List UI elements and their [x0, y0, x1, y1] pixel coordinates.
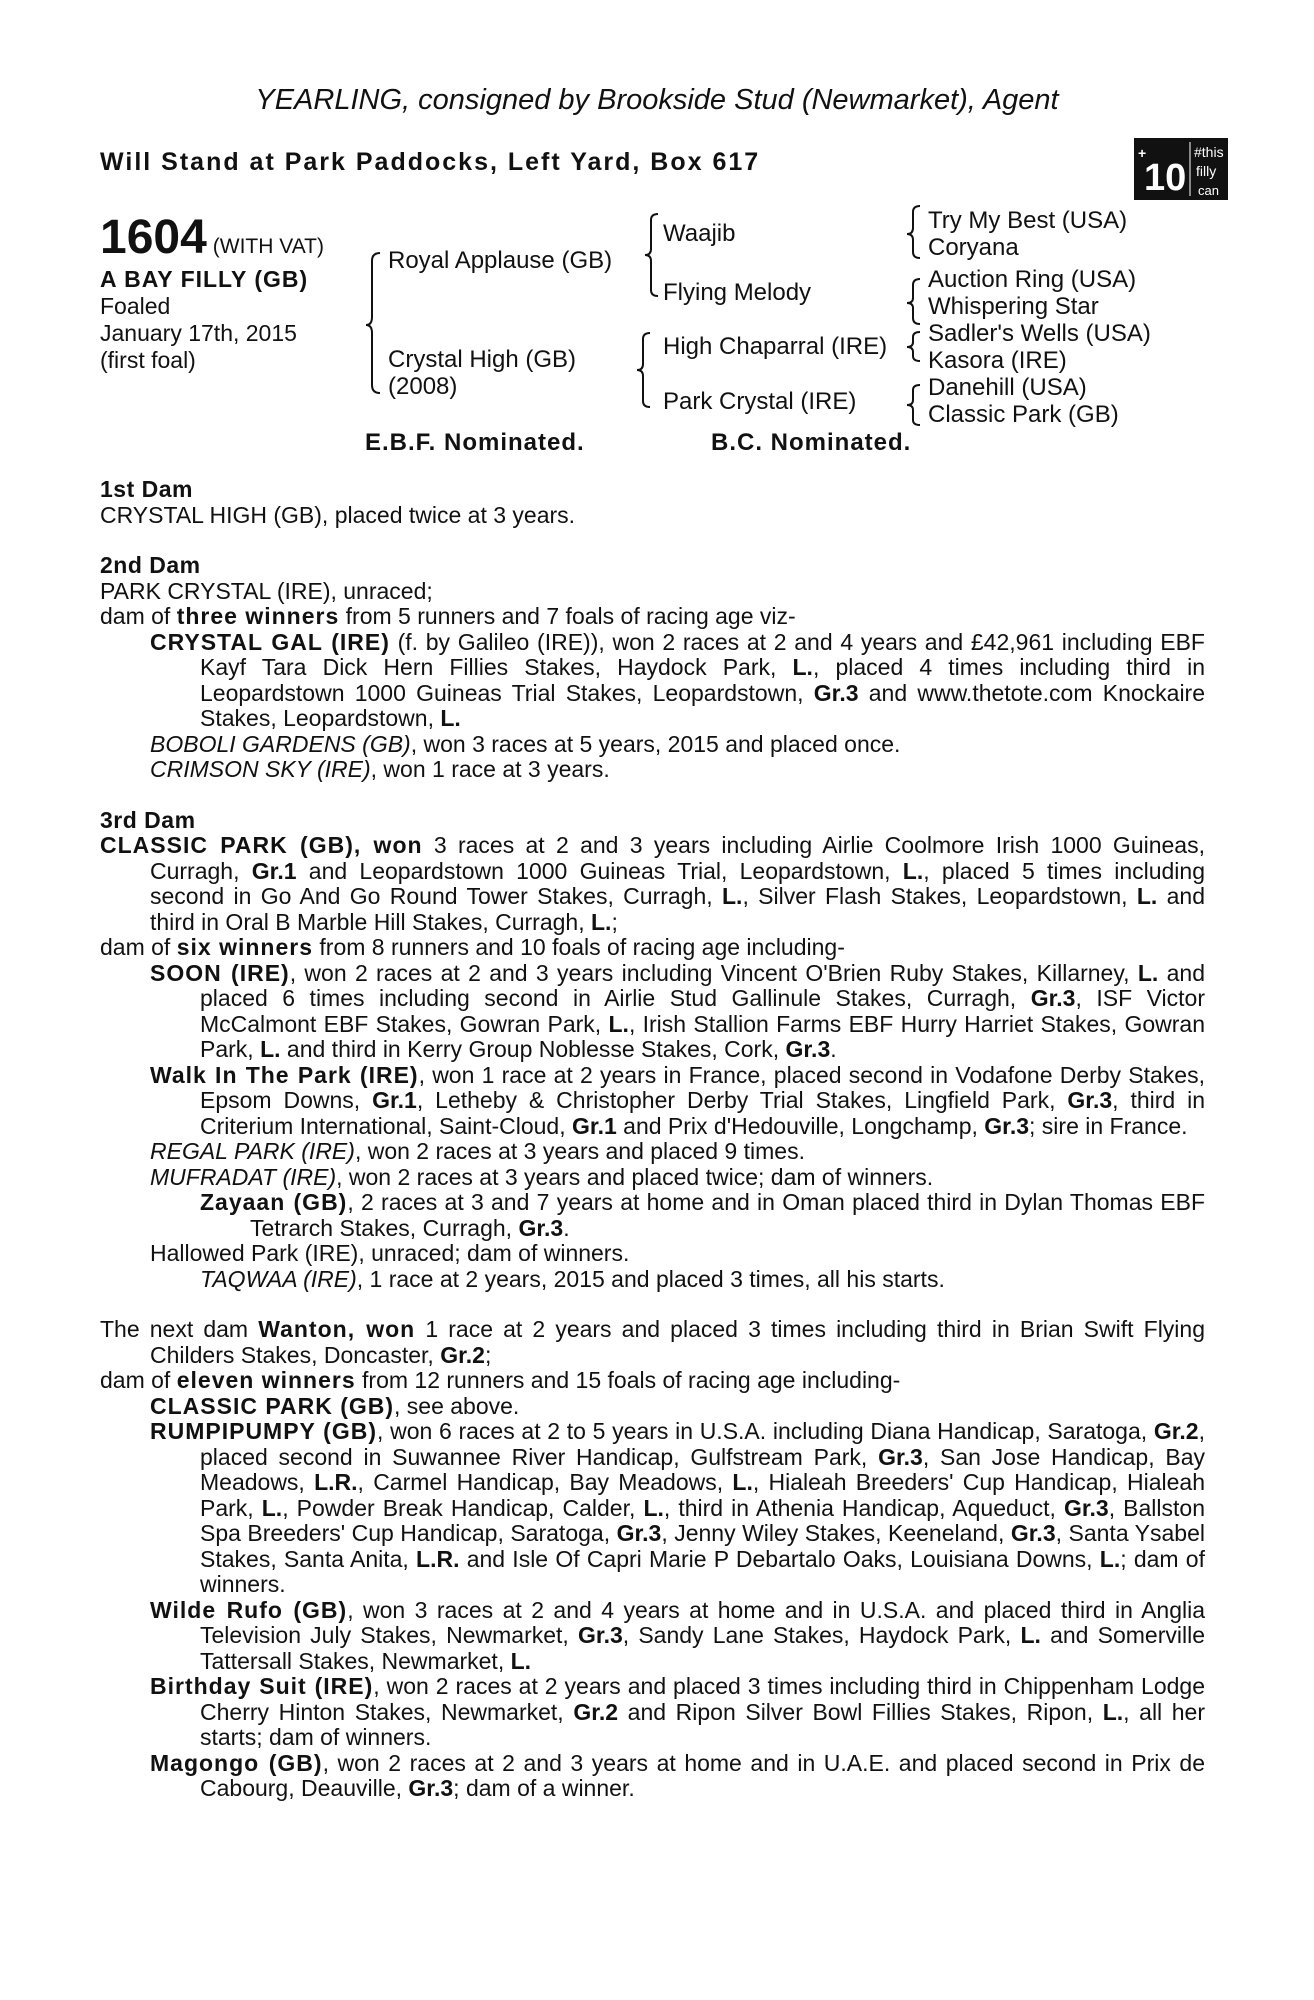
consignor-line: YEARLING, consigned by Brookside Stud (Newmarket), Agent — [255, 84, 1059, 116]
third-dam-heading: 3rd Dam — [100, 806, 196, 833]
produce-classic-park: CLASSIC PARK (GB), see above. — [150, 1392, 520, 1419]
ggp-6: Kasora (IRE) — [928, 347, 1067, 374]
produce-regal-park: REGAL PARK (IRE), won 2 races at 3 years and placed 9 times. — [150, 1138, 805, 1164]
first-dam-text: CRYSTAL HIGH (GB), placed twice at 3 years. — [100, 501, 576, 528]
first-dam-heading: 1st Dam — [100, 476, 193, 502]
produce-hallowed-park: Hallowed Park (IRE), unraced; dam of winners. — [150, 1240, 630, 1266]
second-dam-heading: 2nd Dam — [100, 552, 201, 578]
dam-year: (2008) — [388, 373, 458, 400]
bc-nominated: B.C. Nominated. — [711, 429, 912, 456]
ggp-3: Auction Ring (USA) — [928, 266, 1137, 293]
pedigree-chart — [0, 0, 1314, 470]
produce-boboli-gardens: BOBOLI GARDENS (GB), won 3 races at 5 years, 2015 and placed once. — [150, 730, 901, 757]
produce-soon: SOON (IRE), won 2 races at 2 and 3 years including Vincent O'Brien Ruby Stakes, Killarney, L. and placed 6 times including second in Airlie Stud Gallinule Stakes, Curragh, Gr.3, ISF Victor McCalmont EBF Stakes, Gowran Park, L., Irish Stallion Farms EBF Hurry Harriet Stakes, Gowran Park, L. and third in Kerry Group Noblesse Stakes, Cork, Gr.3. — [150, 959, 1206, 1062]
dam-dam: Park Crystal (IRE) — [663, 388, 857, 415]
produce-walk-in-the-park: Walk In The Park (IRE), won 1 race at 2 years in France, placed second in Vodafone Derby Stakes, Epsom Downs, Gr.1, Letheby & Christopher Derby Trial Stakes, Lingfield Park, Gr.3, third in Criterium International, Saint-Cloud, Gr.1 and Prix d'Hedouville, Longchamp, Gr.3; sire in France. — [150, 1061, 1205, 1139]
second-dam-dam-of: dam of three winners from 5 runners and 7 foals of racing age viz- — [100, 603, 796, 629]
dam: Crystal High (GB) — [388, 346, 577, 373]
foal-note: (first foal) — [100, 347, 196, 373]
logo-line1: #this — [1194, 144, 1224, 160]
logo-plus: + — [1138, 145, 1147, 161]
logo-ten: 10 — [1144, 157, 1187, 199]
catalogue-body — [100, 477, 1205, 1802]
produce-zayaan: Zayaan (GB), 2 races at 3 and 7 years at home and in Oman placed third in Dylan Thomas EBF Tetrarch Stakes, Curragh, Gr.3. — [200, 1189, 1205, 1241]
lot-number-value: 1604 — [100, 211, 207, 264]
dam-sire: High Chaparral (IRE) — [663, 333, 888, 360]
sire: Royal Applause (GB) — [388, 247, 613, 274]
second-dam-line: PARK CRYSTAL (IRE), unraced; — [100, 577, 433, 604]
ggp-5: Sadler's Wells (USA) — [928, 320, 1151, 347]
produce-birthday-suit: Birthday Suit (IRE), won 2 races at 2 years and placed 3 times including third in Chippenham Lodge Cherry Hinton Stakes, Newmarket, Gr.2 and Ripon Silver Bowl Fillies Stakes, Ripon, L., all her starts; dam of winners. — [150, 1673, 1206, 1750]
third-dam-dam-of: dam of six winners from 8 runners and 10 foals of racing age including- — [100, 934, 845, 960]
produce-crimson-sky: CRIMSON SKY (IRE), won 1 race at 3 years. — [150, 756, 610, 782]
produce-crystal-gal: CRYSTAL GAL (IRE) (f. by Galileo (IRE)), won 2 races at 2 and 4 years and £42,961 including EBF Kayf Tara Dick Hern Fillies Stakes, Haydock Park, L., placed 4 times including third in Leopardstown 1000 Guineas Trial Stakes, Leopardstown, Gr.3 and www.thetote.com Knockaire Stakes, Leopardstown, L. — [150, 628, 1206, 731]
ggp-2: Coryana — [928, 234, 1019, 261]
produce-rumpipumpy: RUMPIPUMPY (GB), won 6 races at 2 to 5 years in U.S.A. including Diana Handicap, Saratoga, Gr.2, placed second in Suwannee River Handicap, Gulfstream Park, Gr.3, San Jose Handicap, Bay Meadows, L.R., Carmel Handicap, Bay Meadows, L., Hialeah Breeders' Cup Handicap, Hialeah Park, L., Powder Break Handicap, Calder, L., third in Athenia Handicap, Aqueduct, Gr.3, Ballston Spa Breeders' Cup Handicap, Saratoga, Gr.3, Jenny Wiley Stakes, Keeneland, Gr.3, Santa Ysabel Stakes, Santa Anita, L.R. and Isle Of Capri Marie P Debartalo Oaks, Louisiana Downs, L.; dam of winners. — [150, 1418, 1206, 1597]
stand-location: Will Stand at Park Paddocks, Left Yard, Box 617 — [100, 148, 761, 176]
produce-mufradat: MUFRADAT (IRE), won 2 races at 3 years and placed twice; dam of winners. — [150, 1163, 934, 1190]
ggp-4: Whispering Star — [928, 293, 1099, 320]
produce-wilde-rufo: Wilde Rufo (GB), won 3 races at 2 and 4 years at home and in U.S.A. and placed third in Anglia Television July Stakes, Newmarket, Gr.3, Sandy Lane Stakes, Haydock Park, L. and Somerville Tattersall Stakes, Newmarket, L. — [150, 1596, 1206, 1674]
foaled-date: January 17th, 2015 — [100, 320, 297, 346]
produce-magongo: Magongo (GB), won 2 races at 2 and 3 years at home and in U.A.E. and placed second in Prix de Cabourg, Deauville, Gr.3; dam of a winner. — [150, 1749, 1205, 1801]
horse-name: A BAY FILLY (GB) — [100, 266, 309, 292]
ebf-nominated: E.B.F. Nominated. — [365, 429, 585, 456]
foaled-label: Foaled — [100, 293, 171, 319]
ggp-7: Danehill (USA) — [928, 374, 1087, 401]
next-dam-dam-of: dam of eleven winners from 12 runners and 15 foals of racing age including- — [100, 1367, 901, 1393]
ggp-1: Try My Best (USA) — [928, 207, 1128, 234]
sire-dam: Flying Melody — [663, 279, 812, 306]
logo-line3: can — [1198, 183, 1219, 198]
produce-taqwaa: TAQWAA (IRE), 1 race at 2 years, 2015 and placed 3 times, all his starts. — [200, 1265, 945, 1292]
sire-sire: Waajib — [663, 220, 736, 247]
ggp-8: Classic Park (GB) — [928, 401, 1119, 428]
third-dam-record: CLASSIC PARK (GB), won 3 races at 2 and 3 years including Airlie Coolmore Irish 1000 Guineas, Curragh, Gr.1 and Leopardstown 1000 Guineas Trial, Leopardstown, L., placed 5 times including second in Go And Go Round Tower Stakes, Curragh, L., Silver Flash Stakes, Leopardstown, L. and third in Oral B Marble Hill Stakes, Curragh, L.; — [100, 832, 1206, 935]
logo-line2: filly — [1196, 163, 1217, 179]
next-dam-record: The next dam Wanton, won 1 race at 2 years and placed 3 times including third in Brian Swift Flying Childers Stakes, Doncaster, Gr.2; — [100, 1316, 1205, 1368]
vat-note: (WITH VAT) — [212, 235, 324, 258]
